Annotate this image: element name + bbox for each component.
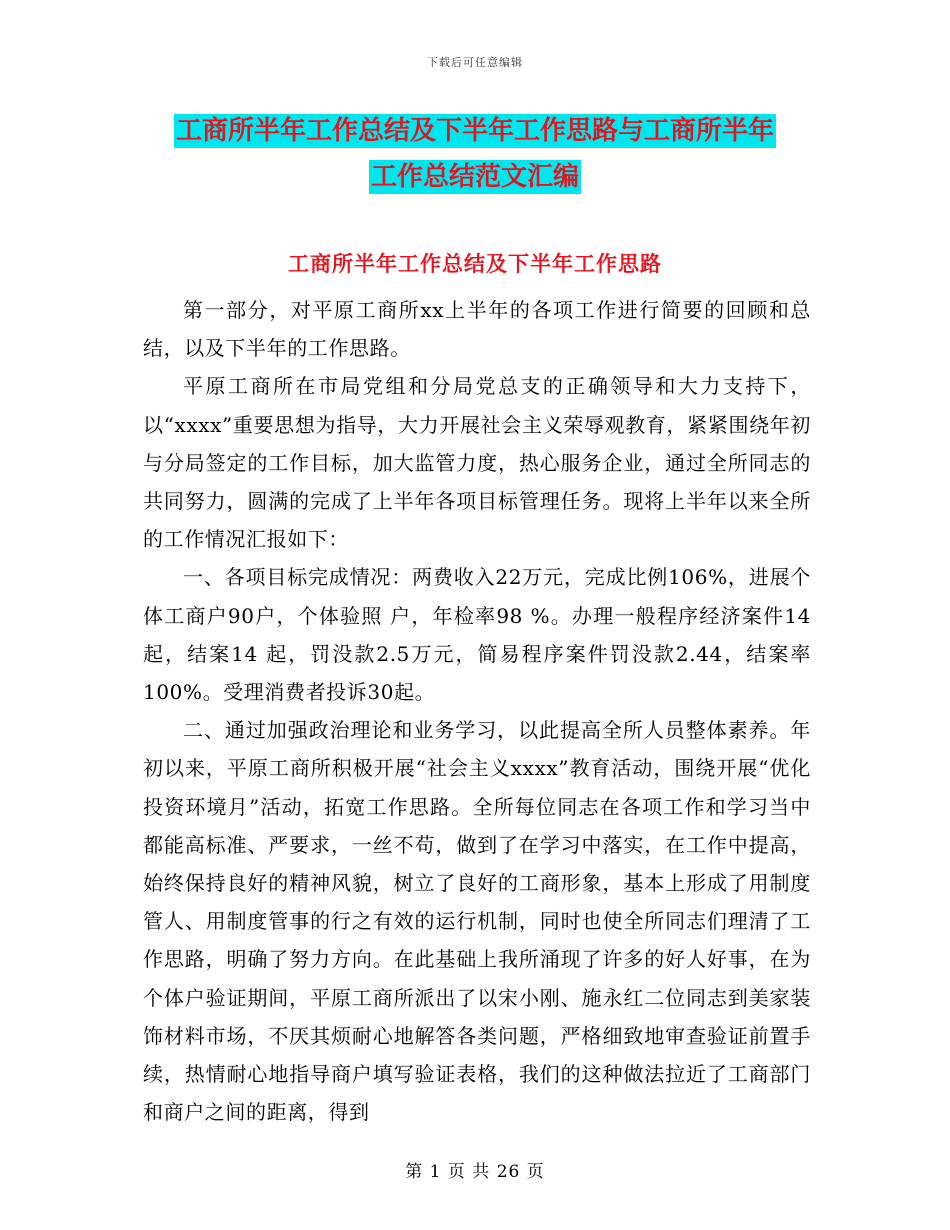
header-note: 下载后可任意编辑 xyxy=(427,56,523,69)
page-footer: 第 1 页 共 26 页 xyxy=(405,1162,545,1182)
paragraph: 平原工商所在市局党组和分局党总支的正确领导和大力支持下，以“xxxx”重要思想为指导，大力开展社会主义荣辱观教育，紧紧围绕年初与分局签定的工作目标，加大监管力度，热心服务企业，通过全所同志的共同努力，圆满的完成了上半年各项目标管理任务。现将上半年以来全所的工作情况汇报如下： xyxy=(143,374,811,552)
title-line-1: 工商所半年工作总结及下半年工作思路与工商所半年 xyxy=(175,116,774,146)
title-line-2: 工作总结范文汇编 xyxy=(370,162,579,192)
paragraph: 二、通过加强政治理论和业务学习，以此提高全所人员整体素养。年初以来，平原工商所积极开展“社会主义xxxx”教育活动，围绕开展“优化投资环境月”活动，拓宽工作思路。全所每位同志在各项工作和学习当中都能高标准、严要求，一丝不苟，做到了在学习中落实，在工作中提高，始终保持良好的精神风貌，树立了良好的工商形象，基本上形成了用制度管人、用制度管事的行之有效的运行机制，同时也使全所同志们理清了工作思路，明确了努力方向。在此基础上我所涌现了许多的好人好事，在为个体户验证期间，平原工商所派出了以宋小刚、施永红二位同志到美家装饰材料市场，不厌其烦耐心地解答各类问题，严格细致地审查验证前置手续，热情耐心地指导商户填写验证表格，我们的这种做法拉近了工商部门和商户之间的距离，得到 xyxy=(143,718,811,1125)
paragraph: 一、各项目标完成情况：两费收入22万元，完成比例106%，进展个体工商户90户，个体验照 户，年检率98 %。办理一般程序经济案件14 起，结案14 起，罚没款2.5万元，简易程序案件罚没款2.44，结案率100%。受理消费者投诉30起。 xyxy=(143,565,811,705)
document-title xyxy=(140,108,810,200)
body-text xyxy=(143,291,811,1131)
section-title: 工商所半年工作总结及下半年工作思路 xyxy=(288,251,662,276)
paragraph: 第一部分，对平原工商所xx上半年的各项工作进行简要的回顾和总结，以及下半年的工作思路。 xyxy=(143,298,811,361)
